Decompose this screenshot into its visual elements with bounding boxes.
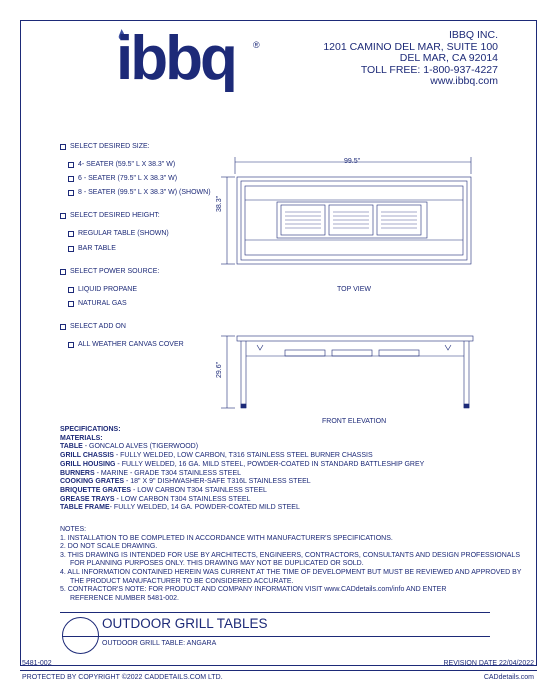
specifications-block (60, 426, 510, 513)
spec-row: COOKING GRATES - 18" X 9" DISHWASHER-SAFE T316L STAINLESS STEEL (60, 478, 311, 486)
materials-heading: MATERIALS: (60, 434, 103, 442)
addon-option-cover[interactable]: ALL WEATHER CANVAS COVER (68, 341, 184, 348)
checkbox-icon[interactable] (68, 162, 74, 168)
drawing-subtitle: OUTDOOR GRILL TABLE: ANGARA (102, 640, 217, 647)
note-line: 5. CONTRACTOR'S NOTE: FOR PRODUCT AND COMPANY INFORMATION VISIT www.CADdetails.com/info AND ENTER (60, 586, 447, 594)
company-info (323, 30, 498, 88)
title-divider-top (60, 612, 490, 613)
registered-mark: ® (253, 40, 260, 50)
checkbox-icon[interactable] (68, 231, 74, 237)
checkbox-icon[interactable] (60, 324, 66, 330)
spec-row: GRILL HOUSING - FULLY WELDED, 16 GA. MILD STEEL, POWDER-COATED IN STANDARD BATTLESHIP GREY (60, 460, 425, 468)
note-line: THE PRODUCT MANUFACTURER TO BE CONSIDERED ACCURATE. (70, 577, 294, 585)
checkbox-icon[interactable] (60, 213, 66, 219)
checkbox-icon[interactable] (68, 246, 74, 252)
checkbox-icon[interactable] (68, 176, 74, 182)
brand-logo: ibbq (116, 24, 235, 93)
company-website[interactable]: www.ibbq.com (430, 75, 498, 87)
size-option-6-seater[interactable]: 6 - SEATER (79.5" L X 38.3" W) (68, 175, 177, 182)
notes-heading: NOTES: (60, 526, 87, 533)
note-line: 1. INSTALLATION TO BE COMPLETED IN ACCORDANCE WITH MANUFACTURER'S SPECIFICATIONS. (60, 534, 393, 542)
title-divider-mid (62, 636, 490, 637)
drawing-title: OUTDOOR GRILL TABLES (102, 616, 268, 631)
power-heading[interactable]: SELECT POWER SOURCE: (60, 268, 159, 275)
front-elevation-drawing (215, 330, 485, 412)
company-name: IBBQ INC. (448, 29, 498, 41)
height-heading[interactable]: SELECT DESIRED HEIGHT: (60, 212, 160, 219)
spec-row: GREASE TRAYS - LOW CARBON T304 STAINLESS STEEL (60, 495, 251, 503)
power-option-propane[interactable]: LIQUID PROPANE (68, 286, 137, 293)
addon-heading[interactable]: SELECT ADD ON (60, 323, 126, 330)
top-view-drawing (215, 152, 485, 270)
checkbox-icon[interactable] (68, 190, 74, 196)
spec-row: BURNERS - MARINE - GRADE T304 STAINLESS STEEL (60, 469, 242, 477)
checkbox-icon[interactable] (68, 301, 74, 307)
height-option-bar[interactable]: BAR TABLE (68, 245, 116, 252)
spec-row: BRIQUETTE GRATES - LOW CARBON T304 STAINLESS STEEL (60, 486, 267, 494)
spec-row: GRILL CHASSIS - FULLY WELDED, LOW CARBON, T316 STAINLESS STEEL BURNER CHASSIS (60, 452, 373, 460)
footer-divider (20, 670, 537, 671)
spec-row: TABLE FRAME- FULLY WELDED, 14 GA. POWDER-COATED MILD STEEL (60, 504, 300, 512)
note-line: FOR PLANNING PURPOSES ONLY. THIS DRAWING MAY NOT BE DUPLICATED OR SOLD. (70, 560, 364, 568)
checkbox-icon[interactable] (68, 287, 74, 293)
notes-block (60, 526, 520, 603)
note-line: 3. THIS DRAWING IS INTENDED FOR USE BY ARCHITECTS, ENGINEERS, CONTRACTORS, CONSULTANTS AND DESIGN PROFESSIONALS (60, 551, 520, 559)
caddetails-link[interactable]: CADdetails.com (483, 674, 534, 681)
checkbox-icon[interactable] (60, 269, 66, 275)
top-view-label: TOP VIEW (337, 286, 371, 293)
size-option-4-seater[interactable]: 4- SEATER (59.5" L X 38.3" W) (68, 161, 175, 168)
checkbox-icon[interactable] (60, 144, 66, 150)
front-elevation-label: FRONT ELEVATION (322, 418, 387, 425)
size-heading[interactable]: SELECT DESIRED SIZE: (60, 143, 150, 150)
width-dimension-label: 99.5" (344, 158, 361, 165)
copyright-notice: PROTECTED BY COPYRIGHT ©2022 CADDETAILS.COM LTD. (22, 674, 223, 681)
note-line: REFERENCE NUMBER 5481-002. (70, 594, 179, 602)
spec-row: TABLE - GONCALO ALVES (TIGERWOOD) (60, 443, 199, 451)
company-address-2: DEL MAR, CA 92014 (399, 52, 498, 64)
height-option-regular[interactable]: REGULAR TABLE (SHOWN) (68, 230, 169, 237)
note-line: 4. ALL INFORMATION CONTAINED HEREIN WAS CURRENT AT THE TIME OF DEVELOPMENT BUT MUST BE REVIEWED AND APPROVED BY (60, 568, 522, 576)
company-phone: TOLL FREE: 1-800-937-4227 (360, 63, 498, 76)
power-option-natural-gas[interactable]: NATURAL GAS (68, 300, 127, 307)
company-address-1: 1201 CAMINO DEL MAR, SUITE 100 (323, 40, 498, 53)
size-option-8-seater[interactable]: 8 - SEATER (99.5" L X 38.3" W) (SHOWN) (68, 189, 211, 196)
depth-dimension-label: 38.3" (216, 195, 223, 212)
height-dimension-label: 29.6" (216, 361, 223, 378)
checkbox-icon[interactable] (68, 342, 74, 348)
reference-number: 5481-002 (22, 660, 52, 667)
revision-date: REVISION DATE 22/04/2022 (443, 660, 534, 667)
specifications-heading: SPECIFICATIONS: (60, 426, 121, 433)
note-line: 2. DO NOT SCALE DRAWING. (60, 543, 158, 551)
